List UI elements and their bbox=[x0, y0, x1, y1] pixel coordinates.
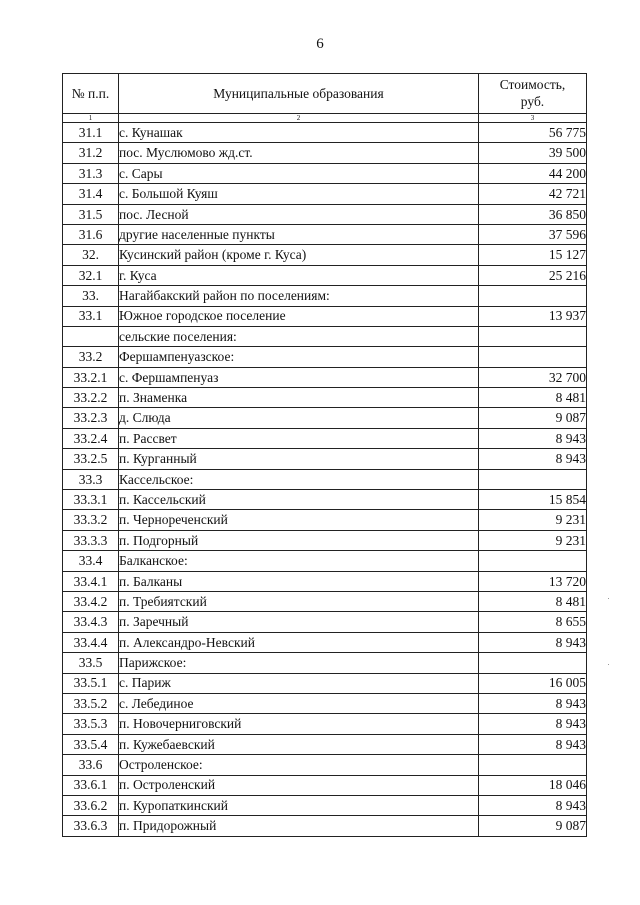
row-number-cell: 32. bbox=[63, 245, 119, 265]
cost-cell: 8 481 bbox=[479, 591, 587, 611]
row-number-cell: 31.1 bbox=[63, 123, 119, 143]
row-number-cell: 33.6.3 bbox=[63, 816, 119, 836]
column-number: 3 bbox=[479, 114, 587, 123]
row-number-cell: 33.4.3 bbox=[63, 612, 119, 632]
cost-cell: 25 216 bbox=[479, 265, 587, 285]
table-row bbox=[63, 530, 587, 550]
municipality-name-cell: п. Придорожный bbox=[119, 816, 479, 836]
municipality-name-cell: п. Остроленский bbox=[119, 775, 479, 795]
cost-cell: 13 720 bbox=[479, 571, 587, 591]
table-body bbox=[63, 123, 587, 837]
cost-cell: 18 046 bbox=[479, 775, 587, 795]
cost-cell: 15 127 bbox=[479, 245, 587, 265]
row-number-cell: 31.6 bbox=[63, 224, 119, 244]
row-number-cell: 33.3 bbox=[63, 469, 119, 489]
row-number-cell: 33.3.1 bbox=[63, 490, 119, 510]
row-number-cell: 32.1 bbox=[63, 265, 119, 285]
table-row bbox=[63, 775, 587, 795]
row-number-cell: 31.4 bbox=[63, 184, 119, 204]
table-row bbox=[63, 795, 587, 815]
cost-cell: 8 481 bbox=[479, 388, 587, 408]
municipality-name-cell: п. Кужебаевский bbox=[119, 734, 479, 754]
table-row bbox=[63, 755, 587, 775]
table-row bbox=[63, 163, 587, 183]
cost-cell bbox=[479, 551, 587, 571]
table-row bbox=[63, 428, 587, 448]
municipality-name-cell: пос. Лесной bbox=[119, 204, 479, 224]
cost-table bbox=[62, 73, 587, 837]
row-number-cell: 31.3 bbox=[63, 163, 119, 183]
municipality-name-cell: Кусинский район (кроме г. Куса) bbox=[119, 245, 479, 265]
municipality-name-cell: другие населенные пункты bbox=[119, 224, 479, 244]
municipality-name-cell: Фершампенуазское: bbox=[119, 347, 479, 367]
row-number-cell: 33.6.1 bbox=[63, 775, 119, 795]
cost-cell: 13 937 bbox=[479, 306, 587, 326]
table-row bbox=[63, 388, 587, 408]
scan-speck bbox=[608, 598, 609, 599]
municipality-name-cell: Нагайбакский район по поселениям: bbox=[119, 286, 479, 306]
row-number-cell: 33.2.4 bbox=[63, 428, 119, 448]
municipality-name-cell: п. Курганный bbox=[119, 449, 479, 469]
row-number-cell: 33.5.3 bbox=[63, 714, 119, 734]
cost-cell: 8 943 bbox=[479, 795, 587, 815]
municipality-name-cell: п. Требиятский bbox=[119, 591, 479, 611]
row-number-cell: 33.4.1 bbox=[63, 571, 119, 591]
cost-cell: 42 721 bbox=[479, 184, 587, 204]
cost-cell: 9 087 bbox=[479, 408, 587, 428]
row-number-cell: 33.2 bbox=[63, 347, 119, 367]
row-number-cell: 31.2 bbox=[63, 143, 119, 163]
cost-cell bbox=[479, 347, 587, 367]
cost-cell bbox=[479, 326, 587, 346]
column-number: 1 bbox=[63, 114, 119, 123]
row-number-cell: 33.1 bbox=[63, 306, 119, 326]
scan-speck bbox=[608, 664, 609, 665]
municipality-name-cell: д. Слюда bbox=[119, 408, 479, 428]
table-row bbox=[63, 653, 587, 673]
header-num: № п.п. bbox=[63, 74, 119, 114]
table-row bbox=[63, 306, 587, 326]
table-row bbox=[63, 265, 587, 285]
municipality-name-cell: п. Кассельский bbox=[119, 490, 479, 510]
municipality-name-cell: п. Чернореченский bbox=[119, 510, 479, 530]
table-row bbox=[63, 673, 587, 693]
cost-cell: 8 943 bbox=[479, 714, 587, 734]
cost-cell bbox=[479, 653, 587, 673]
table-row bbox=[63, 714, 587, 734]
cost-cell bbox=[479, 286, 587, 306]
row-number-cell: 33.4.2 bbox=[63, 591, 119, 611]
table-row bbox=[63, 143, 587, 163]
row-number-cell: 33.2.5 bbox=[63, 449, 119, 469]
row-number-cell: 33.4.4 bbox=[63, 632, 119, 652]
municipality-name-cell: п. Рассвет bbox=[119, 428, 479, 448]
header-cost-line2: руб. bbox=[520, 93, 545, 109]
row-number-cell: 33.5.4 bbox=[63, 734, 119, 754]
municipality-name-cell: Кассельское: bbox=[119, 469, 479, 489]
table-row bbox=[63, 184, 587, 204]
row-number-cell: 33. bbox=[63, 286, 119, 306]
municipality-name-cell: п. Подгорный bbox=[119, 530, 479, 550]
row-number-cell: 33.4 bbox=[63, 551, 119, 571]
table-row bbox=[63, 326, 587, 346]
table-row bbox=[63, 245, 587, 265]
table-row bbox=[63, 612, 587, 632]
cost-cell: 9 087 bbox=[479, 816, 587, 836]
table-row bbox=[63, 734, 587, 754]
table-row bbox=[63, 449, 587, 469]
table-row bbox=[63, 591, 587, 611]
cost-cell: 36 850 bbox=[479, 204, 587, 224]
municipality-name-cell: п. Знаменка bbox=[119, 388, 479, 408]
row-number-cell: 33.5.2 bbox=[63, 693, 119, 713]
table-row bbox=[63, 490, 587, 510]
table-row bbox=[63, 571, 587, 591]
table-row bbox=[63, 347, 587, 367]
municipality-name-cell: г. Куса bbox=[119, 265, 479, 285]
column-number: 2 bbox=[119, 114, 479, 123]
municipality-name-cell: Парижское: bbox=[119, 653, 479, 673]
municipality-name-cell: сельские поселения: bbox=[119, 326, 479, 346]
table-row bbox=[63, 551, 587, 571]
municipality-name-cell: с. Париж bbox=[119, 673, 479, 693]
municipality-name-cell: Южное городское поселение bbox=[119, 306, 479, 326]
row-number-cell bbox=[63, 326, 119, 346]
municipality-name-cell: п. Новочерниговский bbox=[119, 714, 479, 734]
table-row bbox=[63, 367, 587, 387]
municipality-name-cell: п. Александро-Невский bbox=[119, 632, 479, 652]
municipality-name-cell: с. Сары bbox=[119, 163, 479, 183]
header-cost-line1: Стоимость, bbox=[499, 77, 566, 93]
municipality-name-cell: с. Большой Куяш bbox=[119, 184, 479, 204]
municipality-name-cell: п. Куропаткинский bbox=[119, 795, 479, 815]
row-number-cell: 33.2.3 bbox=[63, 408, 119, 428]
row-number-cell: 33.2.1 bbox=[63, 367, 119, 387]
cost-cell: 32 700 bbox=[479, 367, 587, 387]
table-header-row bbox=[63, 74, 587, 114]
cost-cell: 8 943 bbox=[479, 632, 587, 652]
row-number-cell: 33.3.2 bbox=[63, 510, 119, 530]
table-row bbox=[63, 204, 587, 224]
row-number-cell: 33.2.2 bbox=[63, 388, 119, 408]
row-number-cell: 31.5 bbox=[63, 204, 119, 224]
table-row bbox=[63, 469, 587, 489]
cost-cell: 8 943 bbox=[479, 449, 587, 469]
table-row bbox=[63, 286, 587, 306]
municipality-name-cell: с. Фершампенуаз bbox=[119, 367, 479, 387]
header-cost bbox=[479, 74, 587, 114]
cost-cell: 56 775 bbox=[479, 123, 587, 143]
row-number-cell: 33.5 bbox=[63, 653, 119, 673]
row-number-cell: 33.6 bbox=[63, 755, 119, 775]
header-name: Муниципальные образования bbox=[119, 74, 479, 114]
cost-cell bbox=[479, 755, 587, 775]
cost-cell: 9 231 bbox=[479, 510, 587, 530]
municipality-name-cell: п. Заречный bbox=[119, 612, 479, 632]
cost-cell: 8 943 bbox=[479, 734, 587, 754]
cost-cell: 8 943 bbox=[479, 428, 587, 448]
column-number-row bbox=[63, 114, 587, 123]
municipality-name-cell: с. Лебединое bbox=[119, 693, 479, 713]
row-number-cell: 33.5.1 bbox=[63, 673, 119, 693]
cost-cell bbox=[479, 469, 587, 489]
table-row bbox=[63, 510, 587, 530]
table-row bbox=[63, 224, 587, 244]
municipality-name-cell: п. Балканы bbox=[119, 571, 479, 591]
cost-cell: 8 943 bbox=[479, 693, 587, 713]
row-number-cell: 33.3.3 bbox=[63, 530, 119, 550]
cost-cell: 16 005 bbox=[479, 673, 587, 693]
cost-cell: 9 231 bbox=[479, 530, 587, 550]
page-number: 6 bbox=[316, 36, 324, 52]
municipality-name-cell: пос. Муслюмово жд.ст. bbox=[119, 143, 479, 163]
municipality-name-cell: с. Кунашак bbox=[119, 123, 479, 143]
table-row bbox=[63, 408, 587, 428]
cost-cell: 44 200 bbox=[479, 163, 587, 183]
municipality-name-cell: Остроленское: bbox=[119, 755, 479, 775]
cost-cell: 37 596 bbox=[479, 224, 587, 244]
municipality-name-cell: Балканское: bbox=[119, 551, 479, 571]
cost-cell: 39 500 bbox=[479, 143, 587, 163]
table-row bbox=[63, 632, 587, 652]
cost-cell: 8 655 bbox=[479, 612, 587, 632]
table-row bbox=[63, 816, 587, 836]
table-row bbox=[63, 693, 587, 713]
table-row bbox=[63, 123, 587, 143]
row-number-cell: 33.6.2 bbox=[63, 795, 119, 815]
cost-cell: 15 854 bbox=[479, 490, 587, 510]
